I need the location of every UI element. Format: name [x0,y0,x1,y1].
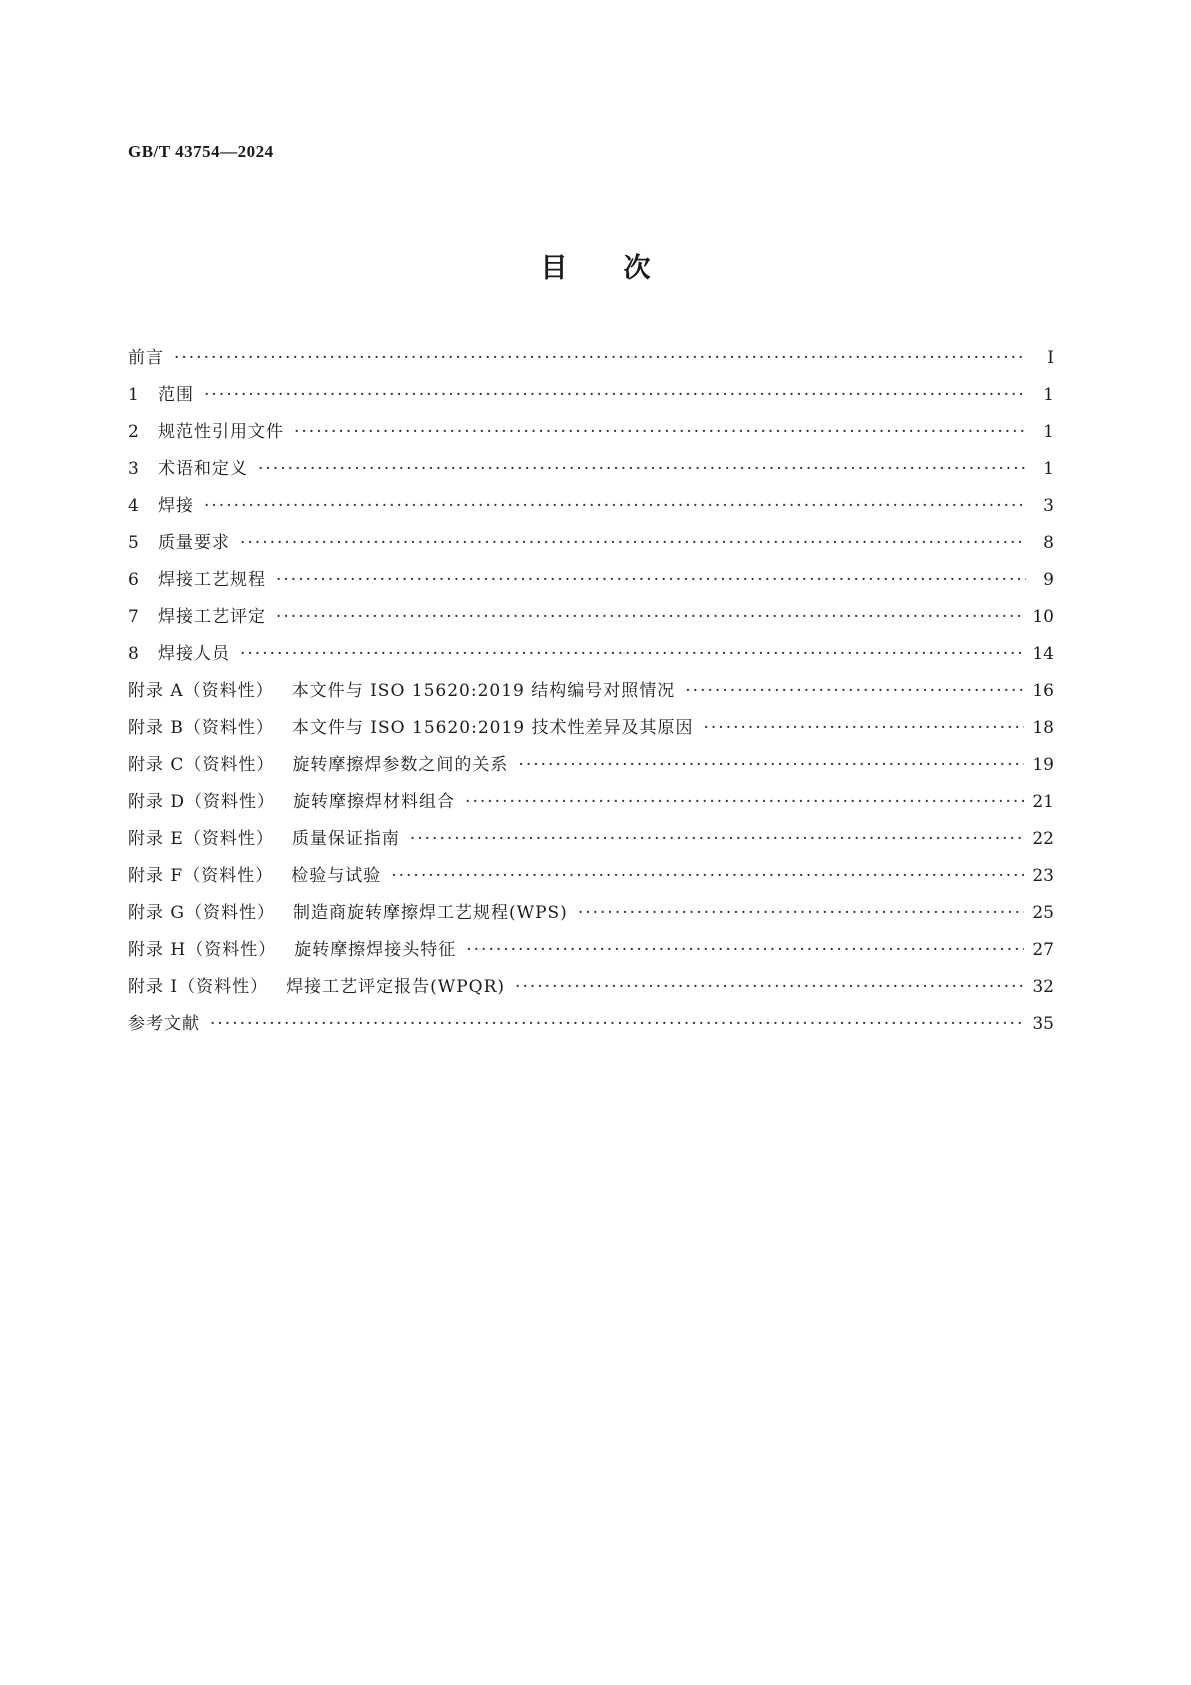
toc-dot-leader [518,747,1024,784]
toc-section-number: 4 [128,496,140,516]
toc-entry[interactable] [128,340,1054,377]
toc-entry-text: 焊接 [158,496,194,516]
toc-entry-text: 旋转摩擦焊参数之间的关系 [292,755,509,775]
toc-page-number: 10 [1032,607,1054,627]
toc-entry[interactable] [128,414,1054,451]
toc-dot-leader [276,562,1026,599]
toc-annex-tag: 附录 C（资料性） [128,755,275,775]
toc-dot-leader [174,340,1026,377]
toc-page-number: 1 [1043,385,1054,405]
toc-entry-text: 前言 [128,348,164,368]
document-code: GB/T 43754—2024 [128,142,274,161]
toc-entry-label [128,710,694,747]
toc-annex-tag: 附录 A（资料性） [128,681,274,701]
toc-entry-text: 焊接工艺评定 [158,607,266,627]
toc-entry-annex[interactable] [128,932,1054,969]
toc-page-number: 19 [1032,755,1054,775]
toc-page-number: 22 [1032,829,1054,849]
toc-entry-label [128,525,230,562]
toc-dot-leader [704,710,1025,747]
toc-dot-leader [240,525,1026,562]
toc-section-number: 3 [128,459,140,479]
toc-entry-text: 规范性引用文件 [158,422,284,442]
toc-entry-text: 范围 [158,385,194,405]
toc-entry-annex[interactable] [128,710,1054,747]
toc-entry-label [128,414,284,451]
toc-dot-leader [391,858,1024,895]
toc-entry-label [128,932,456,969]
toc-entry-text: 质量保证指南 [291,829,400,849]
toc-entry-annex[interactable] [128,895,1054,932]
toc-page-number: 16 [1032,681,1054,701]
toc-section-number: 2 [128,422,140,442]
toc-dot-leader [465,784,1024,821]
toc-section-number: 6 [128,570,140,590]
page-title: 目次 [540,253,707,284]
toc-dot-leader [240,636,1024,673]
toc-annex-tag: 附录 G（资料性） [128,903,275,923]
toc-annex-tag: 附录 I（资料性） [128,977,269,997]
toc-entry-label [128,488,194,525]
toc-dot-leader [204,377,1026,414]
toc-page-number: 25 [1032,903,1054,923]
toc-annex-tag: 附录 B（资料性） [128,718,274,738]
table-of-contents [128,340,1054,1043]
toc-dot-leader [210,1006,1024,1043]
toc-section-number: 8 [128,644,140,664]
toc-entry-annex[interactable] [128,784,1054,821]
toc-entry-label [128,1006,200,1043]
toc-entry-text: 检验与试验 [291,866,382,886]
toc-entry-label [128,784,455,821]
toc-entry-label [128,821,400,858]
toc-dot-leader [258,451,1026,488]
toc-entry[interactable] [128,1006,1054,1043]
toc-entry-text: 旋转摩擦焊接头特征 [294,940,457,960]
toc-page-number: 21 [1032,792,1054,812]
toc-page-number: Ⅰ [1047,348,1054,368]
toc-entry[interactable] [128,636,1054,673]
toc-page-number: 35 [1032,1014,1054,1034]
toc-entry-text: 术语和定义 [158,459,248,479]
toc-section-number: 1 [128,385,140,405]
toc-dot-leader [515,969,1024,1006]
toc-section-number: 5 [128,533,140,553]
toc-entry-label [128,562,266,599]
toc-entry-annex[interactable] [128,747,1054,784]
toc-entry-annex[interactable] [128,969,1054,1006]
toc-entry-annex[interactable] [128,858,1054,895]
toc-entry-label [128,599,266,636]
toc-section-number: 7 [128,607,140,627]
toc-page-number: 1 [1043,459,1054,479]
toc-page-number: 32 [1032,977,1054,997]
toc-page-number: 1 [1043,422,1054,442]
toc-dot-leader [578,895,1025,932]
toc-annex-tag: 附录 H（资料性） [128,940,277,960]
toc-entry-text: 焊接工艺规程 [158,570,266,590]
toc-entry[interactable] [128,599,1054,636]
toc-dot-leader [410,821,1025,858]
toc-page-number: 9 [1043,570,1054,590]
toc-dot-leader [276,599,1024,636]
toc-annex-tag: 附录 E（资料性） [128,829,274,849]
toc-entry-label [128,451,248,488]
toc-entry-annex[interactable] [128,673,1054,710]
toc-page-number: 27 [1032,940,1054,960]
toc-entry-label [128,858,381,895]
toc-entry[interactable] [128,525,1054,562]
toc-entry-text: 制造商旋转摩擦焊工艺规程(WPS) [292,903,568,923]
toc-dot-leader [685,673,1024,710]
toc-page-number: 18 [1032,718,1054,738]
toc-dot-leader [294,414,1026,451]
toc-page-number: 23 [1032,866,1054,886]
toc-entry-label [128,636,230,673]
toc-dot-leader [466,932,1024,969]
toc-entry-annex[interactable] [128,821,1054,858]
toc-entry-text: 质量要求 [158,533,230,553]
toc-entry[interactable] [128,562,1054,599]
toc-page-number: 14 [1032,644,1054,664]
toc-dot-leader [204,488,1026,525]
toc-entry-text: 参考文献 [128,1014,200,1034]
toc-entry-label [128,340,164,377]
toc-entry-label [128,747,508,784]
toc-entry[interactable] [128,377,1054,414]
toc-page-number: 3 [1043,496,1054,516]
toc-entry-text: 焊接工艺评定报告(WPQR) [286,977,506,997]
toc-entry-label [128,895,568,932]
toc-entry-text: 本文件与 ISO 15620:2019 技术性差异及其原因 [291,718,694,738]
toc-entry-label [128,673,675,710]
toc-entry-label [128,377,194,414]
toc-entry-label [128,969,505,1006]
toc-entry-text: 本文件与 ISO 15620:2019 结构编号对照情况 [291,681,676,701]
toc-entry[interactable] [128,488,1054,525]
toc-annex-tag: 附录 F（资料性） [128,866,274,886]
toc-entry[interactable] [128,451,1054,488]
toc-annex-tag: 附录 D（资料性） [128,792,276,812]
toc-entry-text: 焊接人员 [158,644,230,664]
toc-page-number: 8 [1043,533,1054,553]
toc-entry-text: 旋转摩擦焊材料组合 [293,792,456,812]
